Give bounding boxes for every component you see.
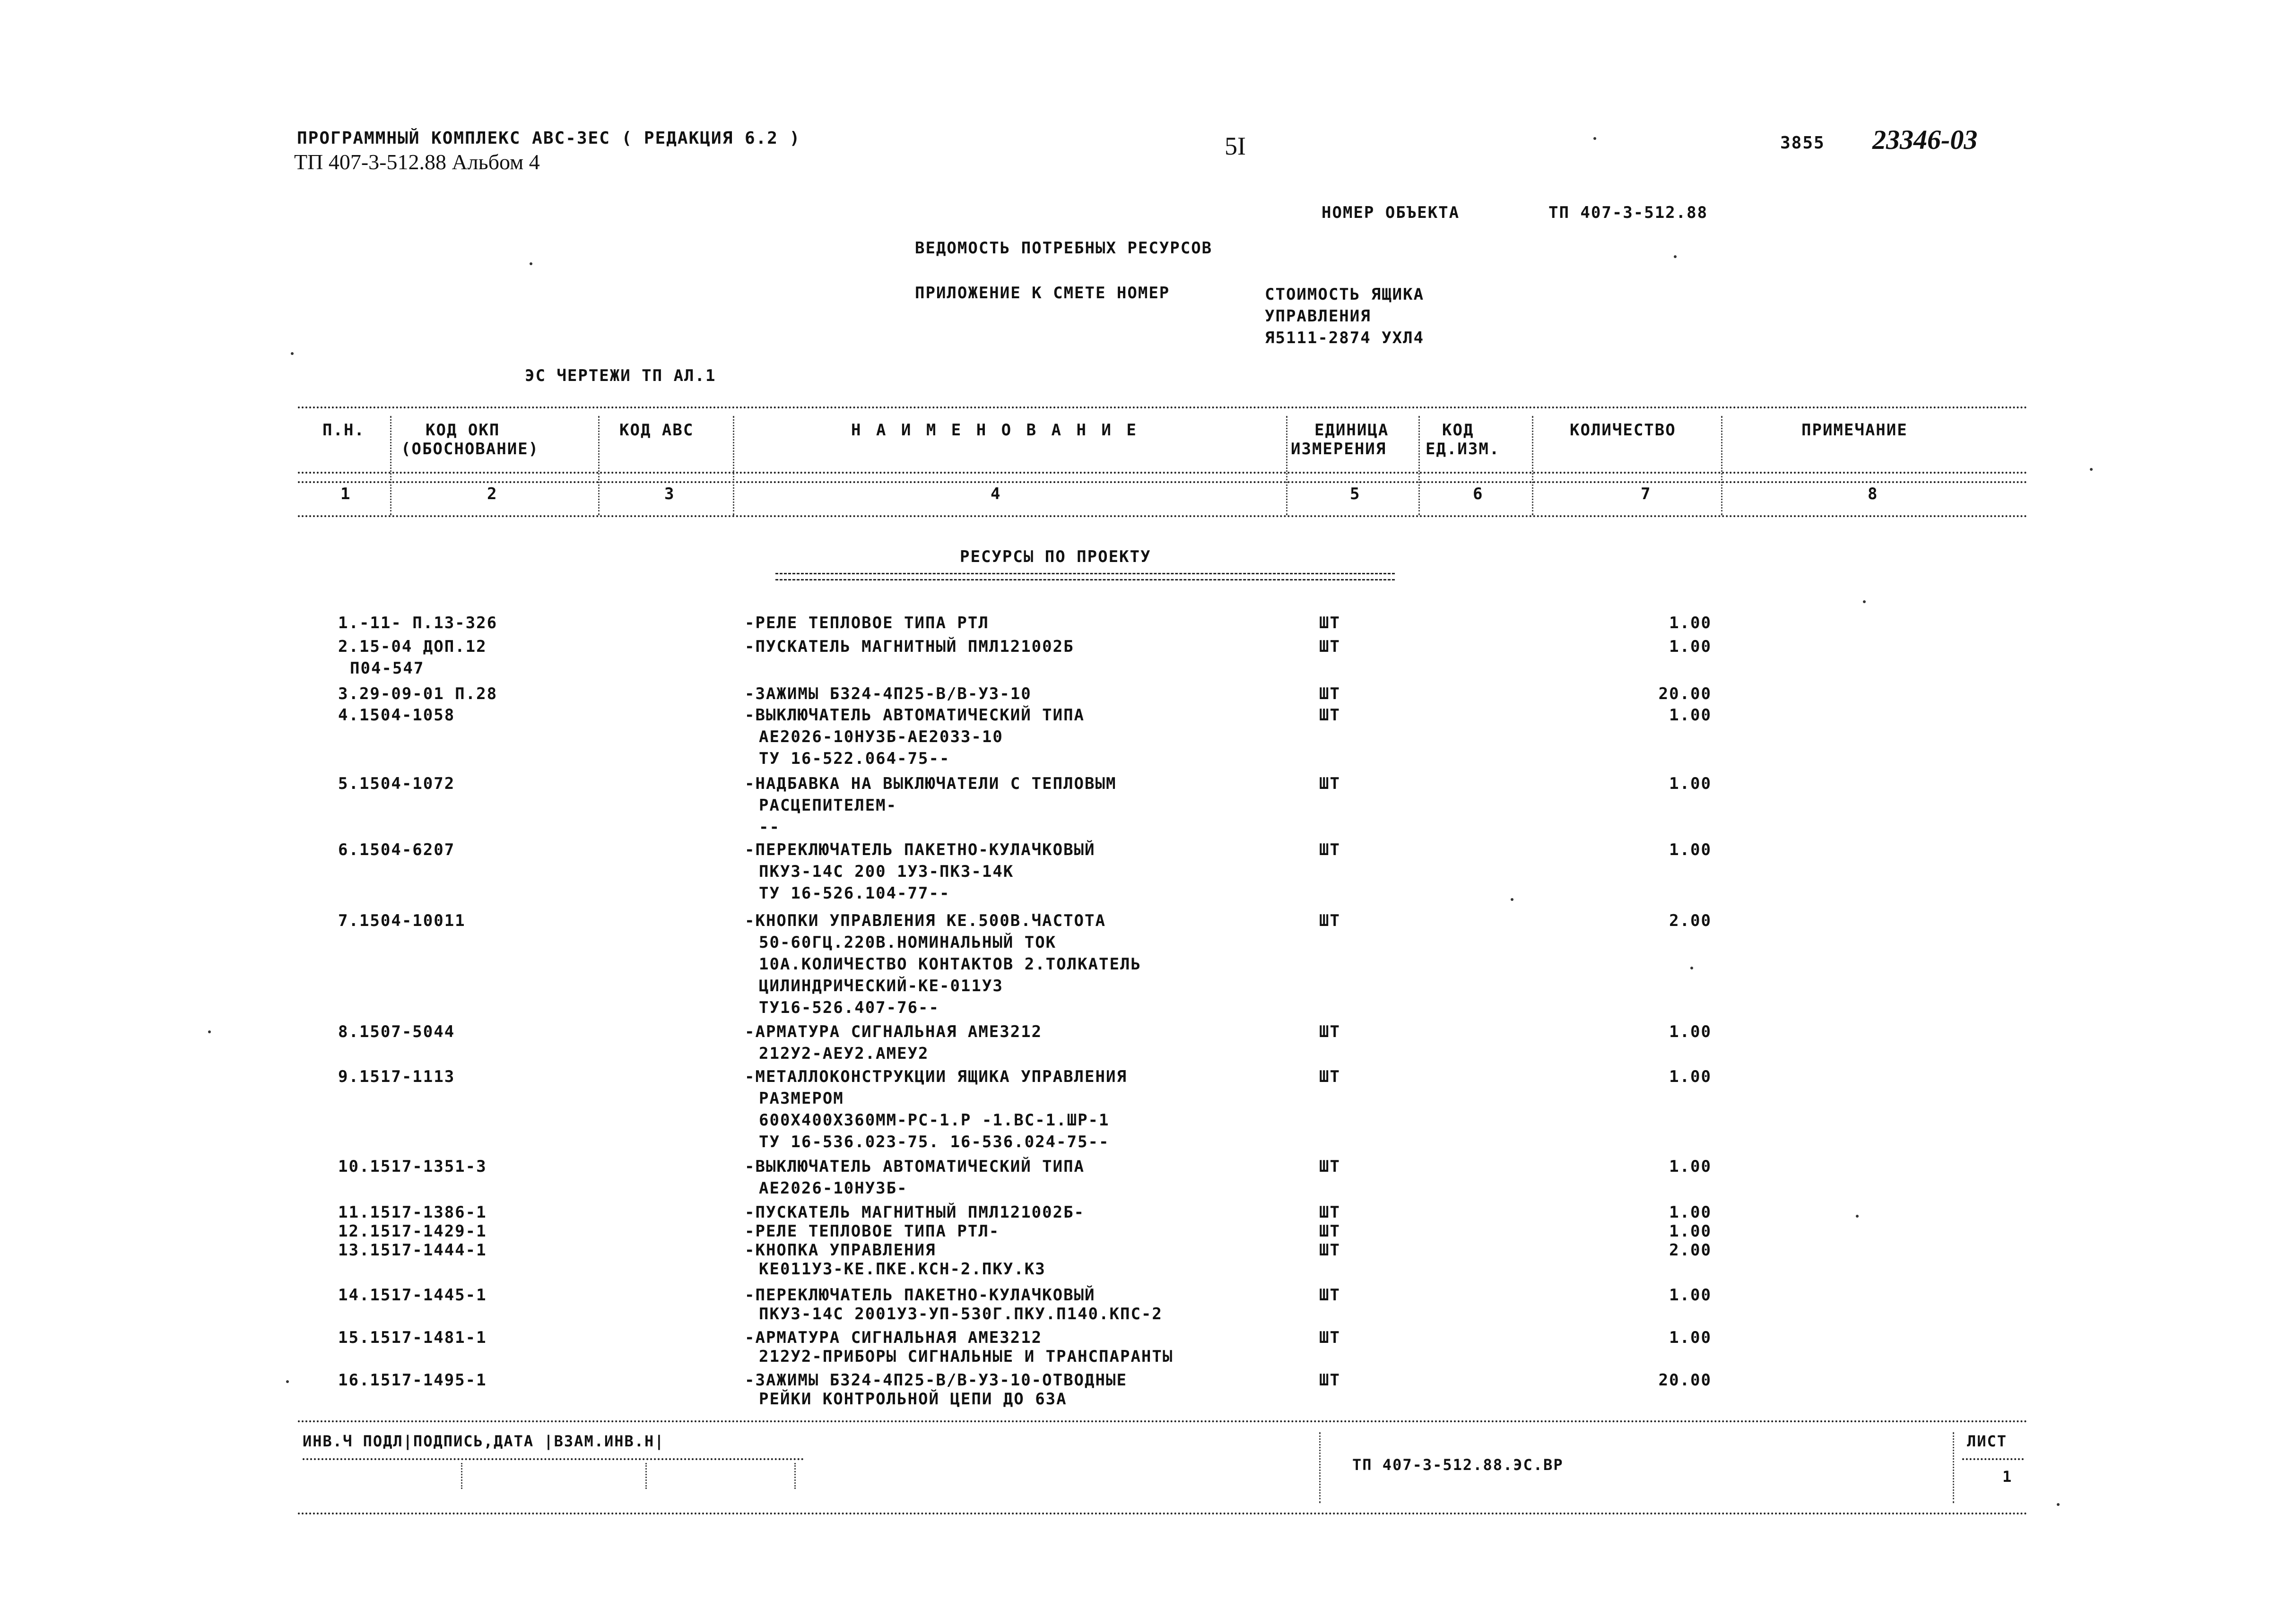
row-unit: ШТ [1319,1241,1340,1260]
row-unit: ШТ [1319,1157,1340,1176]
row-name: -МЕТАЛЛОКОНСТРУКЦИИ ЯЩИКА УПРАВЛЕНИЯ РАЗМЕРОМ 600Х400Х360ММ-РС-1.Р -1.ВС-1.ШР-1 ТУ 16-536.023-75. 16-536.024-75-- [745,1067,1127,1151]
row-code: 10.1517-1351-3 [338,1157,487,1176]
object-number-label: НОМЕР ОБЪЕКТА [1322,203,1460,222]
col-header-note: ПРИМЕЧАНИЕ [1801,421,1908,440]
scan-speck [208,1030,211,1033]
row-code: 12.1517-1429-1 [338,1222,487,1241]
row-quantity: 20.00 [1658,1371,1712,1390]
column-separator [1418,416,1420,515]
row-unit: ШТ [1319,1022,1340,1041]
row-code: 13.1517-1444-1 [338,1241,487,1260]
handwritten-number: 23346-03 [1872,124,1978,155]
column-separator [1286,416,1287,515]
document-code: 3855 [1780,133,1825,153]
section-title: РЕСУРСЫ ПО ПРОЕКТУ [960,547,1151,566]
footer-separator [1953,1432,1954,1503]
row-unit: ШТ [1319,1371,1340,1390]
row-code: 3.29-09-01 П.28 [338,684,498,703]
row-name: -ЗАЖИМЫ Б324-4П25-В/В-У3-10-ОТВОДНЫЕ РЕЙКИ КОНТРОЛЬНОЙ ЦЕПИ ДО 63А [745,1371,1127,1409]
column-number: 5 [1350,484,1361,503]
footer-separator [461,1463,462,1489]
footer-bottom-rule [298,1513,2028,1514]
col-header-name: Н А И М Е Н О В А Н И Е [851,421,1139,440]
row-code: 16.1517-1495-1 [338,1371,487,1390]
footer-sheet-label: ЛИСТ [1967,1432,2008,1450]
row-unit: ШТ [1319,1222,1340,1241]
row-name: -ПУСКАТЕЛЬ МАГНИТНЫЙ ПМЛ121002Б- [745,1203,1085,1222]
footer-document-code: ТП 407-3-512.88.ЭС.ВР [1352,1456,1564,1474]
row-unit: ШТ [1319,684,1340,703]
row-quantity: 1.00 [1669,1328,1712,1347]
row-quantity: 1.00 [1669,1157,1712,1176]
footer-sheet-rule [1962,1458,2024,1460]
table-header-rule [298,472,2028,474]
table-header-rule-2 [298,481,2028,483]
row-name: -ВЫКЛЮЧАТЕЛЬ АВТОМАТИЧЕСКИЙ ТИПА АЕ2026-10НУ3Б- [745,1157,1085,1198]
column-separator [1532,416,1533,515]
column-number: 4 [991,484,1001,503]
column-number: 2 [487,484,498,503]
row-unit: ШТ [1319,774,1340,793]
row-unit: ШТ [1319,614,1340,632]
row-quantity: 1.00 [1669,1203,1712,1222]
row-code: 2.15-04 ДОП.12 П04-547 [338,637,487,678]
row-quantity: 1.00 [1669,1222,1712,1241]
row-unit: ШТ [1319,911,1340,930]
drawings-reference: ЭС ЧЕРТЕЖИ ТП АЛ.1 [525,366,716,385]
scan-speck [291,352,294,355]
row-name: -АРМАТУРА СИГНАЛЬНАЯ АМЕ3212 212У2-ПРИБОРЫ СИГНАЛЬНЫЕ И ТРАНСПАРАНТЫ [745,1328,1174,1366]
column-number: 1 [340,484,351,503]
row-code: 4.1504-1058 [338,706,455,725]
row-name: -ЗАЖИМЫ Б324-4П25-В/В-У3-10 [745,684,1032,703]
row-quantity: 1.00 [1669,1286,1712,1305]
row-code: 8.1507-5044 [338,1022,455,1041]
cost-line: УПРАВЛЕНИЯ [1265,307,1371,326]
row-name: -РЕЛЕ ТЕПЛОВОЕ ТИПА РТЛ [745,614,989,632]
row-name: -КНОПКИ УПРАВЛЕНИЯ КЕ.500В.ЧАСТОТА 50-60ГЦ.220В.НОМИНАЛЬНЫЙ ТОК 10А.КОЛИЧЕСТВО КОНТАКТОВ 2.ТОЛКАТЕЛЬ ЦИЛИНДРИЧЕСКИЙ-КЕ-011У3 ТУ16-526.407-76-- [745,911,1141,1017]
col-header-okp-basis: (ОБОСНОВАНИЕ) [401,440,539,458]
col-header-unit-code: КОД [1442,421,1474,440]
album-title: ТП 407-3-512.88 Альбом 4 [294,150,540,174]
column-number: 8 [1868,484,1879,503]
row-name: -ВЫКЛЮЧАТЕЛЬ АВТОМАТИЧЕСКИЙ ТИПА АЕ2026-10НУ3Б-АЕ2033-10 ТУ 16-522.064-75-- [745,706,1085,768]
col-header-pn: П.Н. [322,421,365,440]
row-quantity: 2.00 [1669,911,1712,930]
row-unit: ШТ [1319,637,1340,656]
cost-line: СТОИМОСТЬ ЯЩИКА [1265,285,1425,304]
row-unit: ШТ [1319,1328,1340,1347]
row-name: -ПЕРЕКЛЮЧАТЕЛЬ ПАКЕТНО-КУЛАЧКОВЫЙ ПКУ3-14С 200 1У3-ПК3-14К ТУ 16-526.104-77-- [745,840,1096,903]
row-quantity: 1.00 [1669,706,1712,725]
cost-description [1265,284,1424,349]
page-number: 5I [1225,132,1246,160]
program-header: ПРОГРАММНЫЙ КОМПЛЕКС АВС-3ЕС ( РЕДАКЦИЯ 6.2 ) [297,129,801,148]
column-separator [1721,416,1722,515]
footer-separator [645,1463,647,1489]
row-code: 5.1504-1072 [338,774,455,793]
row-code: 14.1517-1445-1 [338,1286,487,1305]
row-name: -РЕЛЕ ТЕПЛОВОЕ ТИПА РТЛ- [745,1222,1000,1241]
scan-speck [530,262,532,265]
row-quantity: 1.00 [1669,637,1712,656]
column-number: 7 [1641,484,1652,503]
appendix-label: ПРИЛОЖЕНИЕ К СМЕТЕ НОМЕР [915,284,1170,303]
col-header-abc: КОД АВС [619,421,694,440]
row-code: 1.-11- П.13-326 [338,614,498,632]
column-number: 3 [664,484,675,503]
row-unit: ШТ [1319,1286,1340,1305]
column-number: 6 [1473,484,1484,503]
column-separator [733,416,734,515]
section-underline [775,573,1395,580]
cost-line: Я5111-2874 УХЛ4 [1265,329,1425,347]
col-header-unit: ЕДИНИЦА [1314,421,1389,440]
row-code: 15.1517-1481-1 [338,1328,487,1347]
footer-top-rule [298,1420,2028,1422]
row-unit: ШТ [1319,1067,1340,1086]
footer-separator [794,1463,796,1489]
col-header-unit-code-2: ЕД.ИЗМ. [1426,440,1500,458]
table-top-rule [298,406,2028,408]
row-quantity: 1.00 [1669,1022,1712,1041]
row-quantity: 1.00 [1669,774,1712,793]
row-name: -КНОПКА УПРАВЛЕНИЯ КЕ011У3-КЕ.ПКЕ.КСН-2.ПКУ.КЗ [745,1241,1046,1279]
object-number-value: ТП 407-3-512.88 [1548,203,1708,222]
scan-speck [1856,1215,1859,1218]
column-separator [390,416,391,515]
column-numbers-rule [298,515,2028,517]
col-header-unit-measure: ИЗМЕРЕНИЯ [1291,440,1387,458]
row-quantity: 1.00 [1669,840,1712,859]
scan-speck [286,1380,289,1383]
row-unit: ШТ [1319,1203,1340,1222]
row-unit: ШТ [1319,840,1340,859]
scan-speck [2090,468,2093,471]
row-unit: ШТ [1319,706,1340,725]
row-code: 7.1504-10011 [338,911,466,930]
scan-speck [1674,255,1677,258]
footer-signature-rule [303,1458,804,1460]
scan-speck [1863,600,1866,603]
row-name: -ПЕРЕКЛЮЧАТЕЛЬ ПАКЕТНО-КУЛАЧКОВЫЙ ПКУ3-14С 2001У3-УП-530Г.ПКУ.П140.КПС-2 [745,1286,1163,1323]
scan-speck [1593,137,1596,140]
footer-signature-header: ИНВ.Ч ПОДЛ|ПОДПИСЬ,ДАТА |ВЗАМ.ИНВ.Н| [303,1432,665,1450]
footer-separator [1319,1432,1321,1503]
row-code: 6.1504-6207 [338,840,455,859]
row-name: -ПУСКАТЕЛЬ МАГНИТНЫЙ ПМЛ121002Б [745,637,1074,656]
document-title: ВЕДОМОСТЬ ПОТРЕБНЫХ РЕСУРСОВ [915,239,1213,258]
row-quantity: 1.00 [1669,614,1712,632]
col-header-quantity: КОЛИЧЕСТВО [1570,421,1676,440]
footer-sheet-number: 1 [2002,1468,2013,1486]
row-quantity: 2.00 [1669,1241,1712,1260]
scan-speck [1511,898,1513,901]
column-separator [598,416,600,515]
scan-speck [1690,967,1693,969]
row-code: 11.1517-1386-1 [338,1203,487,1222]
row-quantity: 1.00 [1669,1067,1712,1086]
row-code: 9.1517-1113 [338,1067,455,1086]
row-name: -НАДБАВКА НА ВЫКЛЮЧАТЕЛИ С ТЕПЛОВЫМ РАСЦЕПИТЕЛЕМ- -- [745,774,1117,837]
col-header-okp: КОД ОКП [426,421,500,440]
row-name: -АРМАТУРА СИГНАЛЬНАЯ АМЕ3212 212У2-АЕУ2.АМЕУ2 [745,1022,1043,1063]
row-quantity: 20.00 [1658,684,1712,703]
scan-speck [2057,1503,2060,1506]
